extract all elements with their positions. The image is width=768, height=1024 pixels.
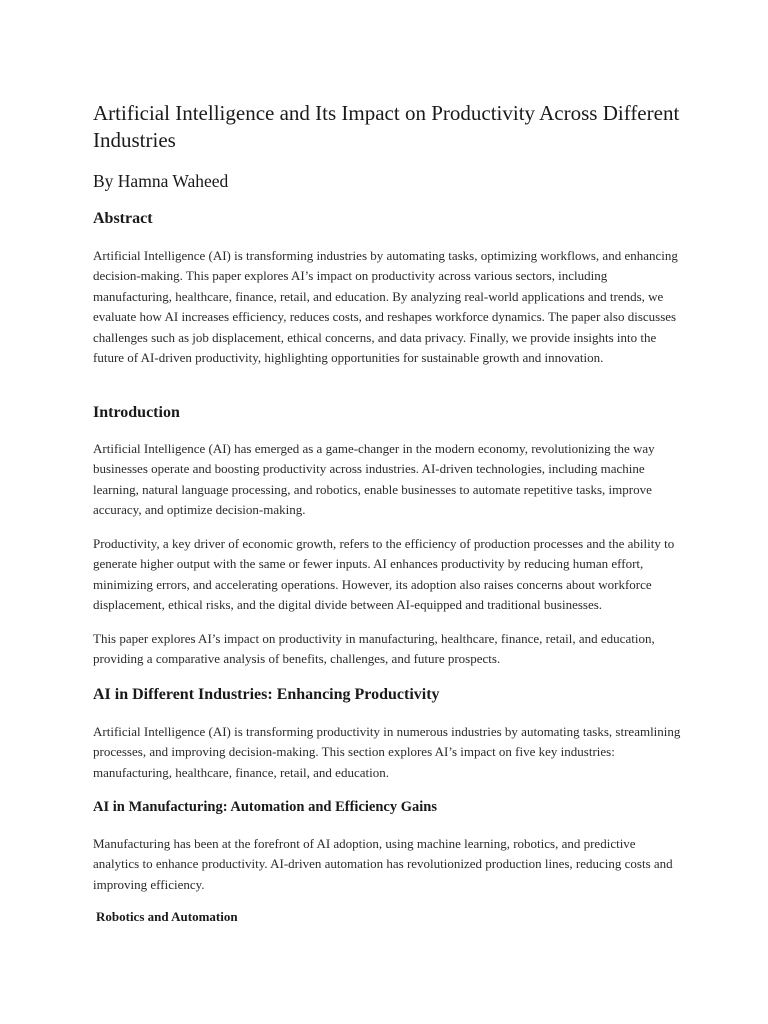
- manufacturing-paragraph: Manufacturing has been at the forefront of AI adoption, using machine learning, robotics, and predictive analytics to enhance productivity. AI-driven automation has revolutionized production lines, reducing costs and improving efficiency.: [93, 836, 673, 892]
- abstract-heading: Abstract: [93, 210, 153, 227]
- robotics-heading: Robotics and Automation: [96, 909, 238, 924]
- industries-heading: AI in Different Industries: Enhancing Productivity: [93, 686, 440, 703]
- manufacturing-heading: AI in Manufacturing: Automation and Efficiency Gains: [93, 799, 437, 815]
- introduction-paragraph-1: Artificial Intelligence (AI) has emerged as a game-changer in the modern economy, revolutionizing the way businesses operate and boosting productivity across industries. AI-driven technologies, including machine learning, natural language processing, and robotics, enable businesses to automate repetitive tasks, improve accuracy, and optimize decision-making.: [93, 441, 655, 518]
- introduction-paragraph-3: This paper explores AI’s impact on productivity in manufacturing, healthcare, finance, retail, and education, providing a comparative analysis of benefits, challenges, and future prospects.: [93, 631, 655, 667]
- author-byline: By Hamna Waheed: [93, 171, 229, 191]
- introduction-paragraph-2: Productivity, a key driver of economic growth, refers to the efficiency of production processes and the ability to generate higher output with the same or fewer inputs. AI enhances productivity by reducing human effort, minimizing errors, and accelerating operations. However, its adoption also raises concerns about workforce displacement, ethical risks, and the digital divide between AI-equipped and traditional businesses.: [93, 536, 675, 613]
- abstract-paragraph: Artificial Intelligence (AI) is transforming industries by automating tasks, optimizing workflows, and enhancing decision-making. This paper explores AI’s impact on productivity across various sectors, including manufacturing, healthcare, finance, retail, and education. By analyzing real-world applications and trends, we evaluate how AI increases efficiency, reduces costs, and reshapes workforce dynamics. The paper also discusses challenges such as job displacement, ethical concerns, and data privacy. Finally, we provide insights into the future of AI-driven productivity, highlighting opportunities for sustainable growth and innovation.: [93, 248, 678, 366]
- paper-title: Artificial Intelligence and Its Impact on Productivity Across Different Industries: [93, 101, 680, 152]
- industries-paragraph: Artificial Intelligence (AI) is transforming productivity in numerous industries by automating tasks, streamlining processes, and improving decision-making. This section explores AI’s impact on five key industries: manufacturing, healthcare, finance, retail, and education.: [93, 724, 681, 780]
- introduction-heading: Introduction: [93, 404, 180, 421]
